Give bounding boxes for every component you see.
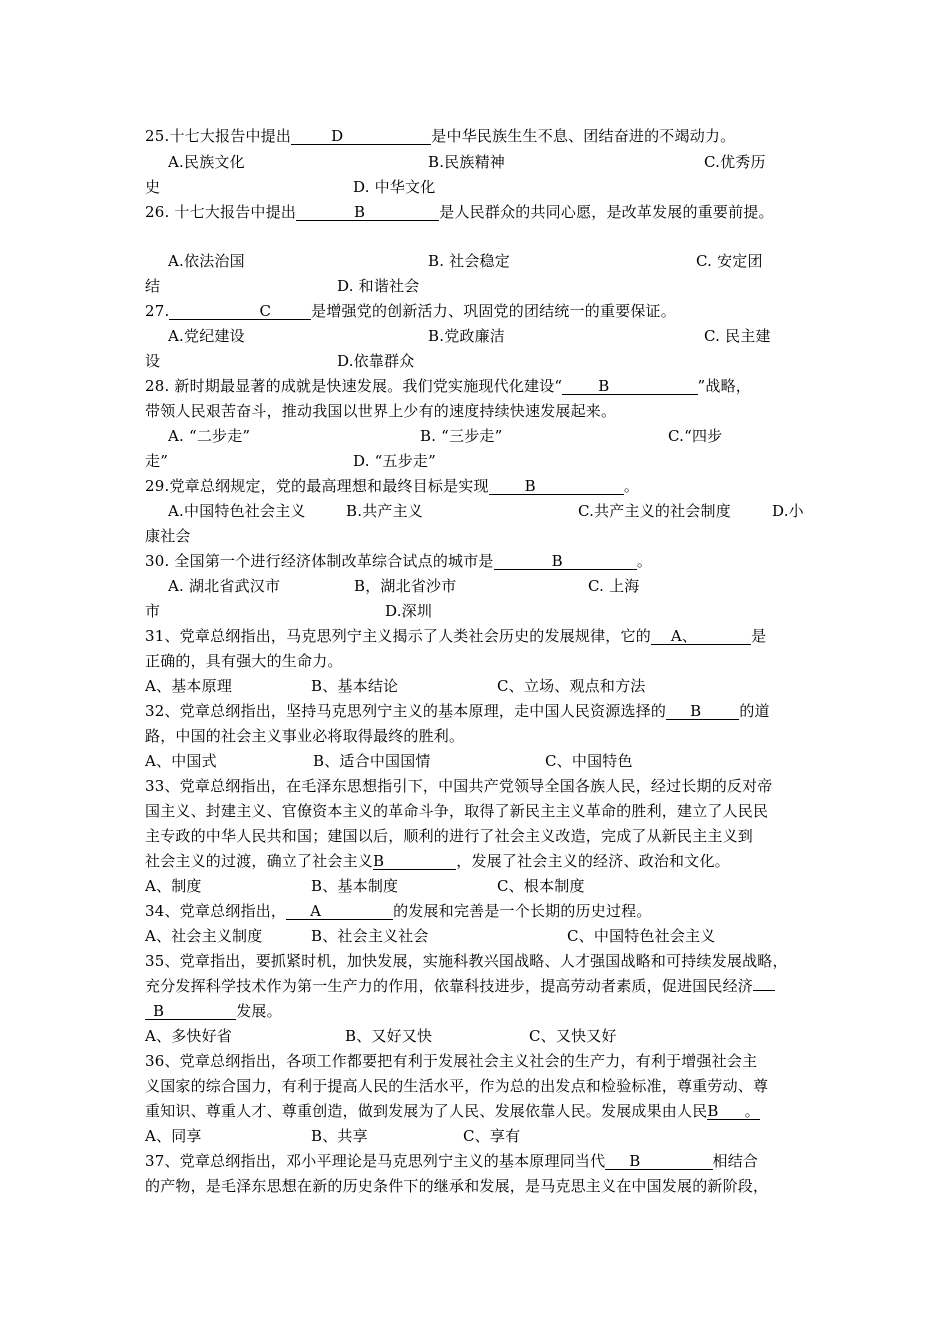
option-b: B、基本制度 — [311, 877, 399, 895]
question-stem-text: 相结合 — [712, 1152, 759, 1170]
question-stem-text: 26. 十七大报告中提出 — [145, 203, 297, 221]
option-c: C. 民主建 — [704, 327, 771, 345]
option-d-wrap: 康社会 — [145, 527, 191, 545]
question-32-stem — [145, 701, 825, 721]
option-d: D. 和谐社会 — [337, 277, 420, 295]
option-b: B、又好又快 — [345, 1027, 433, 1045]
option-b: B，湖北省沙市 — [354, 577, 457, 595]
option-c-wrap: 史 — [145, 178, 161, 196]
option-b: B、共享 — [311, 1127, 368, 1145]
option-c: C、立场、观点和方法 — [497, 677, 646, 695]
question-stem-text: 。 — [623, 477, 640, 495]
question-stem-text: 。 — [744, 1102, 760, 1120]
question-31-stem — [145, 626, 825, 646]
option-d: D.深圳 — [385, 602, 433, 620]
option-c-wrap: 走” — [145, 452, 169, 470]
question-35-stem-line2 — [145, 976, 825, 996]
option-b: B.党政廉洁 — [428, 327, 505, 345]
option-a: A.党纪建设 — [168, 327, 245, 345]
question-37-stem-line2: 的产物，是毛泽东思想在新的历史条件下的继承和发展，是马克思主义在中国发展的新阶段， — [145, 1177, 769, 1195]
question-26-stem — [145, 202, 825, 222]
answer-blank: B — [707, 1103, 744, 1120]
answer-blank: A — [286, 903, 393, 920]
question-28-stem-line2: 带领人民艰苦奋斗，推动我国以世界上少有的速度持续快速发展起来。 — [145, 402, 617, 420]
question-stem-text: 是增强党的创新活力、巩固党的团结统一的重要保证。 — [311, 302, 676, 320]
question-stem-text: 社会主义的过渡，确立了社会主义 — [145, 852, 374, 870]
option-a: A、制度 — [145, 877, 202, 895]
answer-blank: B — [489, 478, 624, 495]
option-d: D. “五步走” — [353, 452, 436, 470]
option-c: C. 上海 — [588, 577, 640, 595]
answer-blank: B — [373, 853, 456, 870]
option-b: B. “三步走” — [420, 427, 503, 445]
question-stem-text: 27. — [145, 302, 170, 320]
answer-blank: B — [494, 553, 637, 570]
question-36-stem-line3 — [145, 1101, 825, 1121]
question-29-stem — [145, 476, 825, 496]
option-d: D.依靠群众 — [337, 352, 415, 370]
question-35-stem-line3 — [145, 1001, 825, 1021]
question-stem-text: 32、党章总纲指出，坚持马克思列宁主义的基本原理，走中国人民资源选择的 — [145, 702, 667, 720]
option-c: C.“四步 — [668, 427, 723, 445]
question-stem-text: 的发展和完善是一个长期的历史过程。 — [393, 902, 652, 920]
question-37-stem — [145, 1151, 825, 1171]
option-a: A.民族文化 — [168, 153, 245, 171]
question-stem-text: 充分发挥科学技术作为第一生产力的作用，依靠科技进步，提高劳动者素质，促进国民经济 — [145, 977, 754, 995]
answer-blank: B — [562, 378, 697, 395]
question-33-stem-line3: 主专政的中华人民共和国；建国以后，顺利的进行了社会主义改造，完成了从新民主主义到 — [145, 827, 754, 845]
option-c: C. 安定团 — [696, 252, 763, 270]
option-b: B、基本结论 — [311, 677, 399, 695]
option-a: A.依法治国 — [168, 252, 245, 270]
option-a: A、多快好省 — [145, 1027, 233, 1045]
option-a: A.中国特色社会主义 — [168, 502, 306, 520]
option-c: C.共产主义的社会制度 — [578, 502, 731, 520]
option-b: B. 社会稳定 — [428, 252, 510, 270]
option-c: C、中国特色 — [545, 752, 633, 770]
answer-blank: B — [666, 703, 739, 720]
question-34-stem — [145, 901, 825, 921]
option-c: C、又快又好 — [529, 1027, 617, 1045]
question-36-stem-line2: 义国家的综合国力，有利于提高人民的生活水平，作为总的出发点和检验标准，尊重劳动、尊 — [145, 1077, 769, 1095]
answer-blank: D — [291, 128, 431, 145]
answer-blank: A、 — [651, 628, 751, 645]
question-33-stem-line4 — [145, 851, 825, 871]
option-a: A、中国式 — [145, 752, 217, 770]
question-33-stem-line1: 33、党章总纲指出，在毛泽东思想指引下，中国共产党领导全国各族人民，经过长期的反对帝 — [145, 777, 773, 795]
question-stem-text: 发展。 — [236, 1002, 282, 1020]
question-stem-text: ，发展了社会主义的经济、政治和文化。 — [456, 852, 730, 870]
question-stem-text: ”战略， — [697, 377, 752, 395]
answer-blank: C — [169, 303, 311, 320]
question-33-stem-line2: 国主义、封建主义、官僚资本主义的革命斗争，取得了新民主主义革命的胜利，建立了人民民 — [145, 802, 769, 820]
option-b: B、适合中国国情 — [313, 752, 431, 770]
question-31-stem-line2: 正确的，具有强大的生命力。 — [145, 652, 343, 670]
answer-blank: B — [296, 204, 439, 221]
question-stem-text: 31、党章总纲指出，马克思列宁主义揭示了人类社会历史的发展规律，它的 — [145, 627, 651, 645]
question-35-stem-line1: 35、党章指出，要抓紧时机，加快发展，实施科教兴国战略、人才强国战略和可持续发展战略， — [145, 952, 788, 970]
question-28-stem — [145, 376, 825, 396]
answer-blank: B — [145, 1003, 236, 1020]
option-c: C、中国特色社会主义 — [567, 927, 716, 945]
option-c-wrap: 结 — [145, 277, 161, 295]
option-d: D.小 — [772, 502, 804, 520]
question-stem-text: 。 — [636, 552, 653, 570]
option-a: A. “二步走” — [168, 427, 251, 445]
question-stem-text: 重知识、尊重人才、尊重创造，做到发展为了人民、发展依靠人民。发展成果由人民 — [145, 1102, 708, 1120]
option-c: C、根本制度 — [497, 877, 585, 895]
question-27-stem — [145, 301, 825, 321]
option-d: D. 中华文化 — [353, 178, 436, 196]
question-stem-text: 是 — [751, 627, 767, 645]
option-c: C、享有 — [463, 1127, 521, 1145]
option-b: B.民族精神 — [428, 153, 505, 171]
question-stem-text: 是人民群众的共同心愿，是改革发展的重要前提。 — [439, 203, 774, 221]
option-a: A、同享 — [145, 1127, 202, 1145]
question-stem-text: 37、党章总纲指出，邓小平理论是马克思列宁主义的基本原理同当代 — [145, 1152, 606, 1170]
question-stem-text: 25.十七大报告中提出 — [145, 127, 292, 145]
option-a: A. 湖北省武汉市 — [168, 577, 281, 595]
option-b: B.共产主义 — [346, 502, 423, 520]
option-c-wrap: 市 — [145, 602, 161, 620]
question-stem-text: 34、党章总纲指出， — [145, 902, 287, 920]
question-36-stem-line1: 36、党章总纲指出，各项工作都要把有利于发展社会主义社会的生产力，有利于增强社会主 — [145, 1052, 758, 1070]
answer-blank: B — [605, 1153, 712, 1170]
option-c: C.优秀历 — [704, 153, 766, 171]
question-stem-text: 是中华民族生生不息、团结奋进的不竭动力。 — [431, 127, 736, 145]
option-a: A、社会主义制度 — [145, 927, 263, 945]
option-c-wrap: 设 — [145, 352, 161, 370]
question-stem-text: 29.党章总纲规定，党的最高理想和最终目标是实现 — [145, 477, 489, 495]
option-b: B、社会主义社会 — [311, 927, 429, 945]
option-a: A、基本原理 — [145, 677, 233, 695]
question-25-stem — [145, 126, 825, 146]
question-32-stem-line2: 路，中国的社会主义事业必将取得最终的胜利。 — [145, 727, 465, 745]
question-stem-text: 30. 全国第一个进行经济体制改革综合试点的城市是 — [145, 552, 494, 570]
question-stem-text: 28. 新时期最显著的成就是快速发展。我们党实施现代化建设“ — [145, 377, 563, 395]
question-stem-text: 的道 — [739, 702, 770, 720]
question-30-stem — [145, 551, 825, 571]
